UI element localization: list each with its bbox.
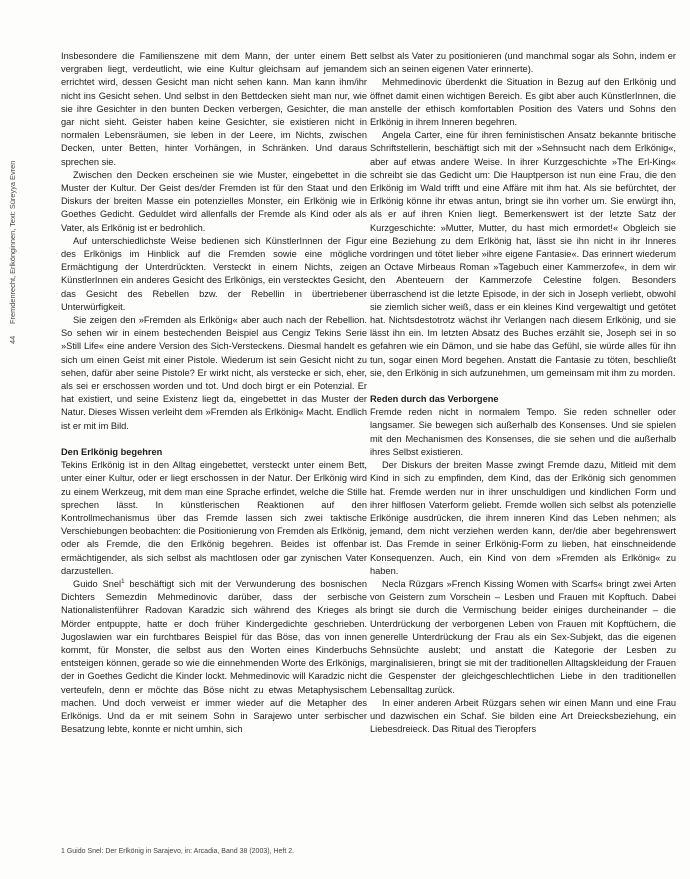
page-number: 44 — [8, 335, 17, 344]
running-head: Fremdenrecht, Erlkönginnen, Text: Süreyya Evren — [8, 160, 17, 324]
footnote: 1 Guido Snel: Der Erlkönig in Sarajevo, in: Arcadia, Band 38 (2003), Heft 2. — [61, 848, 295, 855]
footnote-marker: 1 — [121, 578, 125, 585]
paragraph: Zwischen den Decken erscheinen sie wie Muster, eingebettet in die Muster der Kultur. Der Geist des/der Fremden ist für den Staat und den Diskurs der breiten Masse ein potenzielles Monster, ein Erlkönig wie in Goethes Gedicht. Geduldet wird allenfalls der Fremde als Kind oder als Vater, als Erlkönig ist er bedrohlich. — [61, 169, 367, 233]
paragraph-body: beschäftigt sich mit der Verwunderung des bosnischen Dichters Semezdin Mehmedinovic darüber, dass der serbische Nationalistenführer Radovan Karadzic sich während des Krieges als Mörder entpuppte, hatte er doch früher Kindergedichte geschrieben. Jugoslawien war ein furchtbares Beispiel für das Böse, das von innen kommt, für Monster, die selbst aus den Worten eines Kinderbuchs entsteigen können, gerade so wie die einnehmenden Worte des Erlkönigs, der in Goethes Gedicht die Kinder lockt. Mehmedinovic will Karadzic nicht verteufeln, denn er möchte das Böse nicht zu etwas Metaphysischem machen. Und doch verweist er immer wieder auf die Metapher des Erlkönigs. Und da er mit seinem Sohn in Sarajewo unter serbischer Besatzung lebte, konnte er nicht umhin, sich — [61, 578, 367, 735]
paragraph: Auf unterschiedlichste Weise bedienen sich KünstlerInnen der Figur des Erlkönigs im Hinblick auf die Fremden sowie eine mögliche Ermächtigung der Unterdrückten. Versteckt in einem Nichts, zeigen KünstlerInnen ein anderes Gesicht des Erlkönigs, ein verstecktes Gesicht, das Gesicht des Rebellen bzw. der Rebellin in übertriebener Unterwürfigkeit. — [61, 235, 367, 312]
paragraph: Der Diskurs der breiten Masse zwingt Fremde dazu, Mitleid mit dem Kind in sich zu empfinden, dem Kind, das der Erlkönig sich genommen hat. Fremde werden nur in ihrer unschuldigen und kindlichen Form und ihrer hilflosen Vaterform geliebt. Fremde wollen sich selbst als potenzielle Erlkönige ausdrücken, die ihrem inneren Kind das Leben nehmen; als jemand, dem nicht verziehen werden kann, der/die aber begehrenswert ist. Das Fremde in seiner Erlkönig-Form zu lieben, hat einschneidende Konsequenzen. Auch, ein Kind von dem »Fremden als Erlkönig« zu haben. — [370, 460, 676, 576]
page-margin-label — [8, 24, 24, 344]
paragraph: Mehmedinovic überdenkt die Situation in Bezug auf den Erlkönig und öffnet damit einen wichtigen Bereich. Es gibt aber auch KünstlerInnen, die anstelle der ethisch komfortablen Position des Vaters und Sohns den Erlkönig in ihrem Inneren begehren. — [370, 77, 676, 128]
paragraph-lead: Guido Snel — [73, 578, 122, 589]
left-column — [61, 50, 367, 736]
paragraph: Sie zeigen den »Fremden als Erlkönig« aber auch nach der Rebellion. So sehen wir in einem bestechenden Beispiel aus Cengiz Tekins Serie »Still Life« eine andere Version des Sich-Versteckens. Diesmal handelt es sich um einen Geist mit einer Pistole. Wiederum ist sein Gesicht nicht zu sehen, dafür aber seine Pistole? Er wirkt nicht, als verstecke er sich, eher, als sei er erschossen worden und tot. Und doch birgt er ein Potenzial. Er hat existiert, und seine Existenz liegt da, eingebettet in das Muster der Natur. Dieses Wissen verleiht dem »Fremden als Erlkönig« Macht. Endlich ist er mit im Bild. — [61, 315, 367, 431]
paragraph: selbst als Vater zu positionieren (und manchmal sogar als Sohn, indem er sich an seinen eigenen Vater erinnerte). — [370, 51, 676, 75]
paragraph: Angela Carter, eine für ihren feministischen Ansatz bekannte britische Schriftstellerin, beschäftigt sich mit der »Sehnsucht nach dem Erlkönig«, aber auf etwas andere Weise. In ihrer Kurzgeschichte »The Erl-King« schreibt sie das Gedicht um: Die Hauptperson ist nun eine Frau, die den Erlkönig im Wald trifft und eine Affäre mit ihm hat. Als sie befürchtet, der Erlkönig könne ihr etwas antun, bringt sie ihn vorher um. Sie erwürgt ihn, als er auf ihren Knien liegt. Bemerkenswert ist der letzte Satz der Kurzgeschichte: »Mutter, Mutter, du hast mich ermordet!« Obgleich sie eine Beziehung zu dem Erlkönig hat, lässt sie ihn nicht in ihr Inneres vordringen und tötet lieber »ihre eigene Fantasie«. Das erinnert wiederum an Octave Mirbeaus Roman »Tagebuch einer Kammerzofe«, in dem wir den Abenteuern der Kammerzofe Celestine folgen. Besonders überraschend ist die letzte Episode, in der sich in Joseph verliebt, obwohl sie ziemlich sicher weiß, dass er ein kleines Kind vergewaltigt und getötet hat. Nichtsdestotrotz wächst ihr Verlangen nach diesem Erlkönig, und sie lässt ihn ein. Im letzten Absatz des Buches erzählt sie, Joseph sei in so gefahren wie ein Dämon, und sie habe das Gefühl, sie würde alles für ihn tun, sogar einen Mord begehen. Anstatt die Fantasie zu töten, beschließt sie, den Erlkönig in sich aufzunehmen, um gemeinsam mit ihm zu morden. — [370, 130, 676, 378]
paragraph: In einer anderen Arbeit Rüzgars sehen wir einen Mann und eine Frau und dazwischen ein Schaf. Sie bilden eine Art Dreiecksbeziehung, ein Liebesdreieck. Das Ritual des Tieropfers — [370, 697, 676, 735]
right-column — [370, 50, 676, 736]
paragraph: Tekins Erlkönig ist in den Alltag eingebettet, versteckt unter einem Bett, unter einer Kultur, oder er liegt erschossen in der Natur. Der Erlkönig wird zu einem Werkzeug, mit dem man eine Sprache erfindet, welche die Stille sprechen lässt. In künstlerischen Reaktionen auf den Kontrollmechanismus über das Fremde lassen sich zwei taktische Verschiebungen beobachten: die Positionierung von Fremden als Erlkönig, oder als Fremde, die den Erlkönig begehren. Beides ist offenbar ermächtigender, als sich selbst als machtlosen oder gar zynischen Vater darzustellen. — [61, 460, 367, 576]
paragraph: Necla Rüzgars »French Kissing Women with Scarfs« bringt zwei Arten von Geistern zum Vorschein – Lesben und Frauen mit Kopftuch. Dabei bringt sie durch die Vermischung beider einiges durcheinander – die Unterdrückung der verborgenen Leben von Frauen mit Kopftüchern, die generelle Unterdrückung der Frau als ein Sex-Subjekt, das die eigenen Sehnsüchte auslebt; und anstatt die Kategorie der Lesben zu marginalisieren, bringt sie mit der traditionellen Alltagskleidung der Frauen die Gespenster der gleichgeschlechtlichen Liebe in den traditionellen Lebensalltag zurück. — [370, 578, 676, 695]
section-heading: Den Erlkönig begehren — [61, 446, 163, 457]
paragraph — [61, 578, 367, 736]
paragraph: Insbesondere die Familienszene mit dem Mann, der unter einem Bett vergraben liegt, verdeutlicht, wie eine Kultur gleichsam auf jemandem errichtet wird, dessen Gesicht man nicht sehen kann. Man kann ihm/ihr nicht ins Gesicht sehen. Und selbst in den Bettdecken sieht man nur, wie sie ihre Gesichter in den bunten Decken verbergen, Gesichter, die man gar nicht sieht. Geister haben keine Gesichter, sie existieren nicht in normalen Lebensräumen, sie leben in der Leere, im Nichts, zwischen Decken, unter Betten, hinter Vorhängen, in Schränken. Und daraus sprechen sie. — [61, 51, 367, 167]
paragraph: Fremde reden nicht in normalem Tempo. Sie reden schneller oder langsamer. Sie bewegen sich außerhalb des Konsenses. Und sie spielen mit den Mechanismen des Konsenses, die sie sehen und die außerhalb ihres Selbst existieren. — [370, 407, 676, 457]
section-heading: Reden durch das Verborgene — [370, 394, 499, 405]
